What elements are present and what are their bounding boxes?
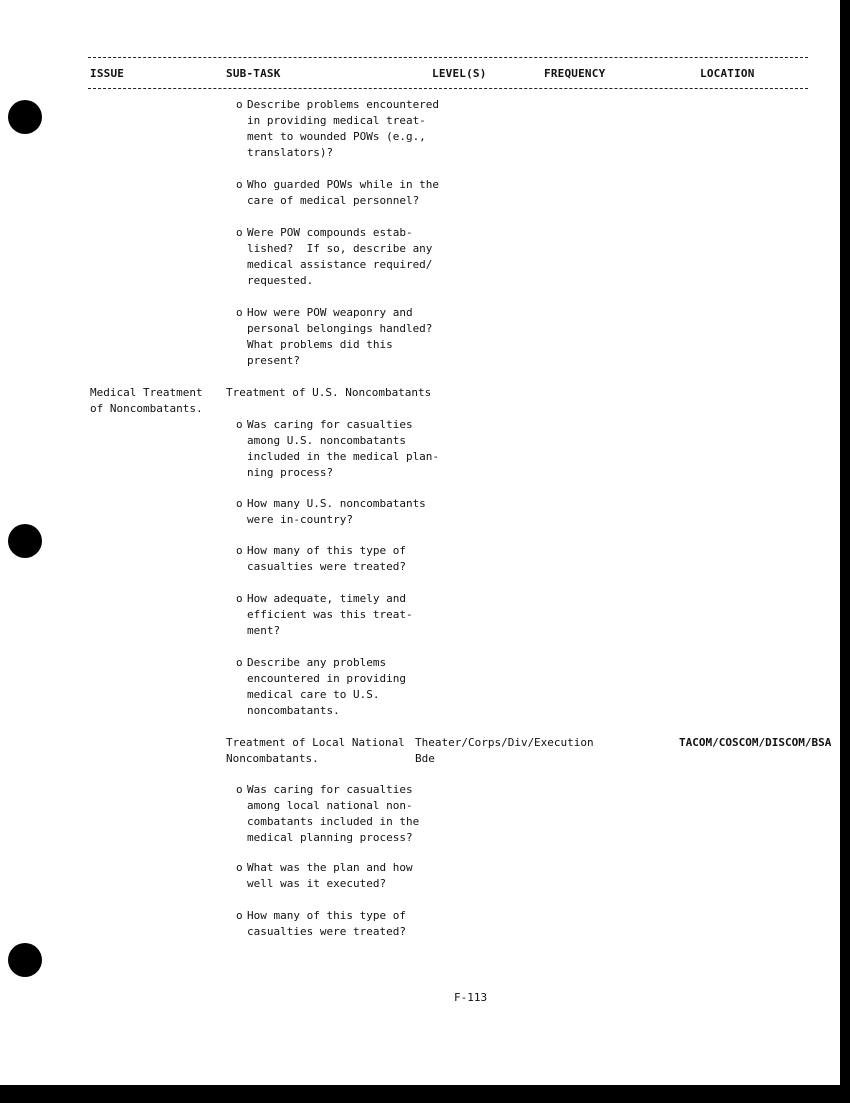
- header-top-rule: [88, 57, 808, 58]
- column-header-issue: ISSUE: [90, 67, 125, 80]
- bullet-marker: o: [236, 418, 243, 431]
- bullet-marker: o: [236, 497, 243, 510]
- us-noncombatant-question-5: [236, 655, 406, 719]
- question-text: How adequate, timely and efficient was this treat- ment?: [247, 592, 413, 637]
- scan-border-right: [840, 0, 850, 1103]
- question-text: Were POW compounds estab- lished? If so, describe any medical assistance required/ requested.: [247, 226, 433, 287]
- question-text: Was caring for casualties among local national non- combatants included in the medical planning process?: [247, 783, 420, 844]
- pow-question-3: [236, 225, 433, 289]
- question-text: Was caring for casualties among U.S. noncombatants included in the medical plan- ning process?: [247, 418, 440, 479]
- question-text: How many U.S. noncombatants were in-country?: [247, 497, 426, 526]
- column-header-frequency: FREQUENCY: [544, 67, 606, 80]
- scan-border-bottom: [0, 1085, 850, 1103]
- us-noncombatant-question-4: [236, 591, 413, 639]
- binder-hole-middle: [8, 524, 42, 558]
- bullet-marker: o: [236, 306, 243, 319]
- bullet-marker: o: [236, 592, 243, 605]
- pow-question-1: [236, 97, 440, 161]
- question-text: How many of this type of casualties were treated?: [247, 909, 406, 938]
- subtask-us-noncombatants: Treatment of U.S. Noncombatants: [226, 386, 432, 399]
- subtask-local-national-noncombatants: Treatment of Local National Noncombatants.: [226, 736, 405, 765]
- bullet-marker: o: [236, 656, 243, 669]
- local-national-question-3: [236, 908, 406, 940]
- levels-value: Theater/Corps/Div/ Bde: [415, 736, 535, 765]
- question-text: Who guarded POWs while in the care of medical personnel?: [247, 178, 440, 207]
- column-header-location: LOCATION: [700, 67, 755, 80]
- column-header-subtask: SUB-TASK: [226, 67, 281, 80]
- binder-hole-bottom: [8, 943, 42, 977]
- bullet-marker: o: [236, 544, 243, 557]
- bullet-marker: o: [236, 226, 243, 239]
- question-text: Describe problems encountered in providing medical treat- ment to wounded POWs (e.g., translators)?: [247, 98, 440, 159]
- page-number: F-113: [454, 991, 488, 1004]
- local-national-question-1: [236, 782, 420, 846]
- header-bottom-rule: [88, 88, 808, 89]
- pow-question-2: [236, 177, 440, 209]
- question-text: How many of this type of casualties were treated?: [247, 544, 406, 573]
- bullet-marker: o: [236, 909, 243, 922]
- bullet-marker: o: [236, 861, 243, 874]
- column-header-levels: LEVEL(S): [432, 67, 487, 80]
- us-noncombatant-question-3: [236, 543, 406, 575]
- question-text: How were POW weaponry and personal belongings handled? What problems did this present?: [247, 306, 433, 367]
- us-noncombatant-question-2: [236, 496, 426, 528]
- frequency-value: Execution: [534, 736, 594, 749]
- bullet-marker: o: [236, 98, 243, 111]
- location-value: TACOM/COSCOM/DISCOM/BSA: [679, 736, 832, 749]
- issue-medical-treatment-noncombatants: Medical Treatment of Noncombatants.: [90, 386, 203, 415]
- us-noncombatant-question-1: [236, 417, 440, 481]
- pow-question-4: [236, 305, 433, 369]
- bullet-marker: o: [236, 178, 243, 191]
- bullet-marker: o: [236, 783, 243, 796]
- question-text: Describe any problems encountered in providing medical care to U.S. noncombatants.: [247, 656, 406, 717]
- local-national-question-2: [236, 860, 413, 892]
- question-text: What was the plan and how well was it executed?: [247, 861, 413, 890]
- binder-hole-top: [8, 100, 42, 134]
